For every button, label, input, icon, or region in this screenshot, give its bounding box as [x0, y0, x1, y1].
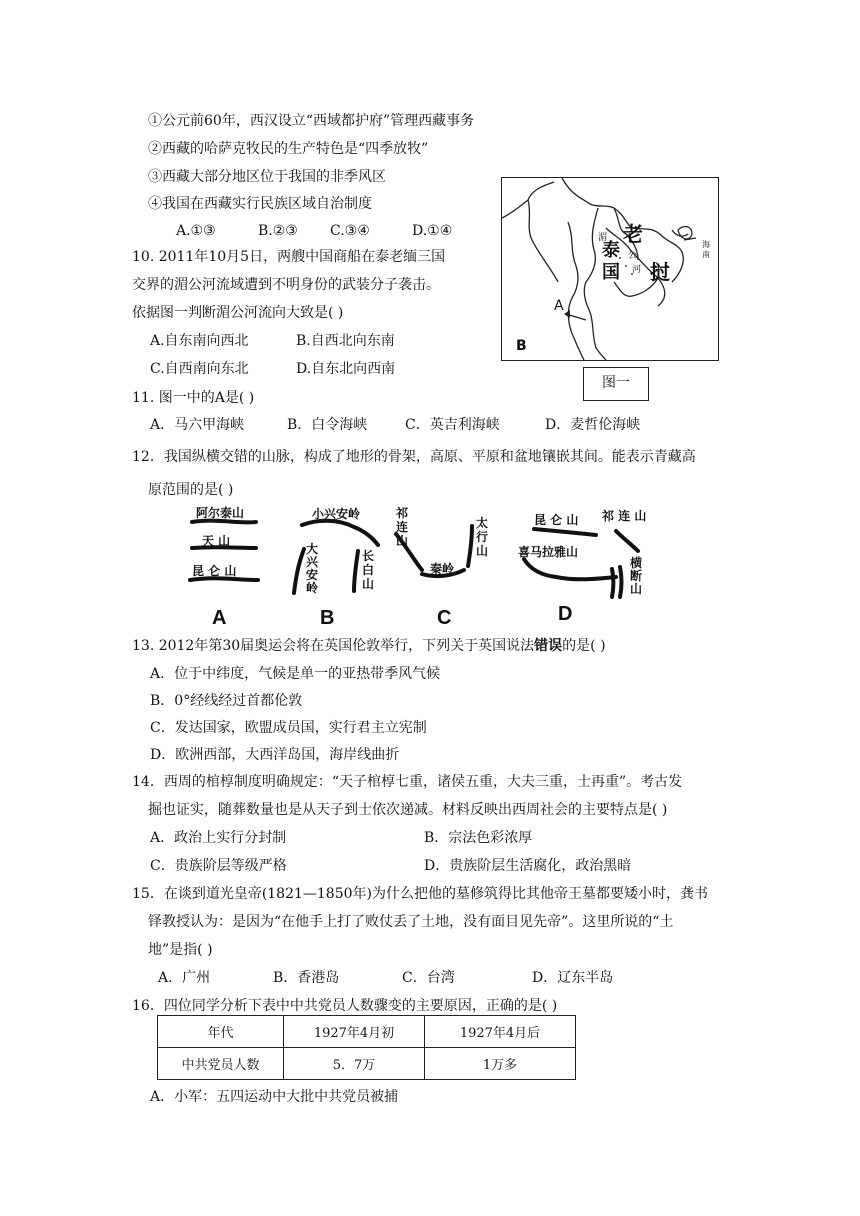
map-label-lao-top: 老: [623, 222, 643, 246]
map-label-b: B: [516, 338, 527, 354]
diagram-b-mountain-1: 小兴安岭: [312, 507, 361, 521]
q10-option-a: A.自东南向西北: [150, 333, 249, 349]
q12-option-d-letter: D: [558, 603, 573, 625]
map-label-thai-top: 泰: [602, 240, 620, 261]
table-header-row: [158, 1016, 576, 1048]
q12-option-a-letter: A: [212, 607, 227, 629]
q16-stem: 16．四位同学分析下表中中共党员人数骤变的主要原因，正确的是( ): [132, 998, 558, 1014]
diagram-a-mountain-3: 昆 仑 山: [192, 564, 237, 578]
q11-option-a: A．马六甲海峡: [150, 417, 245, 433]
q14-line-2: 掘也证实，随葬数量也是从天子到士依次递减。材料反映出西周社会的主要特点是( ): [148, 802, 668, 818]
diagram-d-mountain-3: 喜马拉雅山: [518, 545, 579, 559]
q10-option-b: B.自西北向东南: [296, 333, 395, 349]
figure-caption: 图一: [583, 367, 649, 401]
q15-option-a: A．广州: [158, 970, 211, 986]
q9-option-c: C.③④: [330, 223, 370, 239]
q10-line-3: 依据图一判断湄公河流向大致是( ): [132, 305, 344, 321]
q13-option-c: C．发达国家，欧盟成员国，实行君主立宪制: [150, 720, 427, 736]
map-label-mekong-1: 湄: [598, 233, 608, 243]
q12-option-b-letter: B: [320, 607, 335, 629]
q13-stem: [132, 637, 606, 655]
q13-option-a: A．位于中纬度，气候是单一的亚热带季风气候: [150, 666, 441, 682]
q14-option-c: C．贵族阶层等级严格: [150, 858, 287, 874]
q10-line-1: 10. 2011年10月5日，两艘中国商船在泰老缅三国: [132, 249, 446, 265]
q9-statement-2: ②西藏的哈萨克牧民的生产特色是“四季放牧”: [148, 141, 429, 157]
q11-option-b: B．白令海峡: [287, 417, 368, 433]
q13-option-b: B．0°经线经过首都伦敦: [150, 693, 303, 709]
q15-option-d: D．辽东半岛: [532, 970, 614, 986]
q12-diagram-b: [288, 505, 388, 600]
q15-option-b: B．香港岛: [273, 970, 340, 986]
q9-statement-3: ③西藏大部分地区位于我国的非季风区: [148, 169, 386, 185]
table-cell: 1万多: [425, 1048, 576, 1080]
q9-option-b: B.②③: [258, 223, 298, 239]
map-label-mekong-3: 河: [632, 265, 642, 275]
q13-stem-pre: 13. 2012年第30届奥运会将在英国伦敦举行，下列关于英国说法: [132, 638, 535, 654]
diagram-c-mountain-1: 祁连山: [396, 506, 409, 548]
q13-stem-bold: 错误: [534, 638, 563, 654]
q14-option-a: A．政治上实行分封制: [150, 830, 287, 846]
map-label-a: A: [554, 298, 564, 314]
q9-option-d: D.①④: [412, 223, 453, 239]
table-row: [158, 1048, 576, 1080]
q13-stem-post: 的是( ): [562, 638, 606, 654]
q14-option-d: D．贵族阶层生活腐化，政治黑暗: [424, 858, 632, 874]
q12-option-c-letter: C: [437, 607, 452, 629]
diagram-d-mountain-1: 昆 仑 山: [534, 513, 579, 527]
q11-option-c: C．英吉利海峡: [405, 417, 500, 433]
q10-option-d: D.自东北向西南: [296, 361, 396, 377]
map-label-lao-bottom: 挝: [650, 260, 670, 284]
diagram-b-mountain-3: 长白山: [362, 549, 375, 591]
q13-option-d: D．欧洲西部，大西洋岛国，海岸线曲折: [150, 747, 400, 763]
map-label-thai-bottom: 国: [602, 262, 620, 283]
q14-option-b: B．宗法色彩浓厚: [424, 830, 533, 846]
party-members-table: [157, 1015, 576, 1080]
southeast-asia-map: [501, 177, 719, 361]
diagram-d-mountain-4: 横断山: [630, 556, 643, 596]
diagram-b-mountain-2: 大兴安岭: [306, 542, 319, 595]
q11-stem: 11. 图一中的A是( ): [132, 390, 255, 406]
diagram-c-mountain-2: 秦岭: [430, 562, 455, 576]
q9-statement-4: ④我国在西藏实行民族区域自治制度: [148, 196, 372, 212]
map-label-mekong-2: 公: [628, 251, 638, 261]
table-header-cell: 年代: [158, 1016, 284, 1048]
q12-diagram-d: [516, 507, 656, 602]
q15-line-3: 地”是指( ): [148, 942, 213, 958]
q12-line-1: 12．我国纵横交错的山脉，构成了地形的骨架，高原、平原和盆地镶嵌其间。能表示青藏高: [132, 449, 696, 465]
q10-line-2: 交界的湄公河流域遭到不明身份的武装分子袭击。: [132, 277, 440, 293]
table-row-label: 中共党员人数: [158, 1048, 284, 1080]
table-header-cell: 1927年4月后: [425, 1016, 576, 1048]
diagram-d-mountain-2: 祁 连 山: [602, 509, 647, 523]
diagram-a-mountain-1: 阿尔泰山: [196, 506, 245, 520]
diagram-a-mountain-2: 天 山: [202, 534, 231, 548]
q11-option-d: D．麦哲伦海峡: [545, 417, 641, 433]
q16-option-a: A．小军：五四运动中大批中共党员被捕: [150, 1089, 399, 1105]
q15-option-c: C．台湾: [402, 970, 455, 986]
q15-line-2: 铎教授认为：是因为“在他手上打了败仗丢了土地，没有面目见先帝”。这里所说的“土: [148, 914, 674, 930]
q14-line-1: 14．西周的棺椁制度明确规定：“天子棺椁七重，诸侯五重，大夫三重，士再重”。考古发: [132, 774, 683, 790]
q15-line-1: 15．在谈到道光皇帝(1821—1850年)为什么把他的墓修筑得比其他帝王墓都要矮小时，龚书: [132, 886, 708, 902]
diagram-c-mountain-3: 太行山: [476, 516, 489, 558]
q12-line-2: 原范围的是( ): [148, 482, 234, 498]
table-cell: 5．7万: [284, 1048, 425, 1080]
map-label-hainan: 海南: [702, 240, 710, 259]
table-header-cell: 1927年4月初: [284, 1016, 425, 1048]
q12-diagram-c: [392, 506, 492, 591]
q10-option-c: C.自西南向东北: [150, 361, 249, 377]
q9-option-a: A.①③: [176, 223, 216, 239]
q12-diagram-a: [186, 502, 266, 592]
q9-statement-1: ①公元前60年，西汉设立“西域都护府”管理西藏事务: [148, 113, 475, 129]
